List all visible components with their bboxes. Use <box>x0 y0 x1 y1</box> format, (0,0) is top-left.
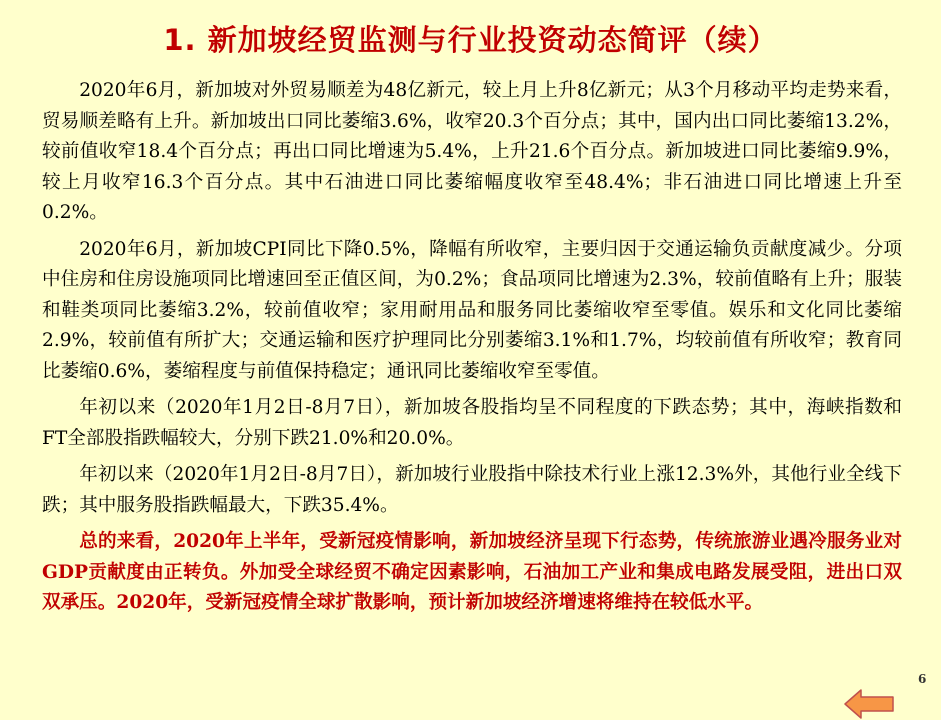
paragraph-stock-index: 年初以来（2020年1月2日-8月7日），新加坡各股指均呈不同程度的下跌态势；其中，海峡指数和FT全部股指跌幅较大，分别下跌21.0%和20.0%。 <box>42 397 902 449</box>
slide-title: 1. 新加坡经贸监测与行业投资动态简评（续） <box>163 23 778 57</box>
paragraph-summary: 总的来看，2020年上半年，受新冠疫情影响，新加坡经济呈现下行态势，传统旅游业遇冷服务业对GDP贡献度由正转负。外加受全球经贸不确定因素影响，石油加工产业和集成电路发展受阻，进出口双双承压。2020年，受新冠疫情全球扩散影响，预计新加坡经济增速将维持在较低水平。 <box>42 531 902 613</box>
page-number: 6 <box>918 672 927 686</box>
left-arrow-shape <box>845 690 893 718</box>
paragraph-trade: 2020年6月，新加坡对外贸易顺差为48亿新元，较上月上升8亿新元；从3个月移动平均走势来看，贸易顺差略有上升。新加坡出口同比萎缩3.6%，收窄20.3个百分点；其中，国内出口同比萎缩13.2%，较前值收窄18.4个百分点；再出口同比增速为5.4%，上升21.6个百分点。新加坡进口同比萎缩9.9%，较上月收窄16.3个百分点。其中石油进口同比萎缩幅度收窄至48.4%；非石油进口同比增速上升至0.2%。 <box>42 80 902 223</box>
slide-body <box>42 76 902 625</box>
left-arrow-icon[interactable] <box>843 688 895 720</box>
paragraph-cpi: 2020年6月，新加坡CPI同比下降0.5%，降幅有所收窄，主要归因于交通运输负贡献度减少。分项中住房和住房设施项同比增速回至正值区间，为0.2%；食品项同比增速为2.3%，较前值略有上升；服装和鞋类项同比萎缩3.2%，较前值收窄；家用耐用品和服务同比萎缩收窄至零值。娱乐和文化同比萎缩2.9%，较前值有所扩大；交通运输和医疗护理同比分别萎缩3.1%和1.7%，均较前值有所收窄；教育同比萎缩0.6%，萎缩程度与前值保持稳定；通讯同比萎缩收窄至零值。 <box>42 238 902 382</box>
paragraph-sector-index: 年初以来（2020年1月2日-8月7日），新加坡行业股指中除技术行业上涨12.3%外，其他行业全线下跌；其中服务股指跌幅最大，下跌35.4%。 <box>42 464 902 516</box>
